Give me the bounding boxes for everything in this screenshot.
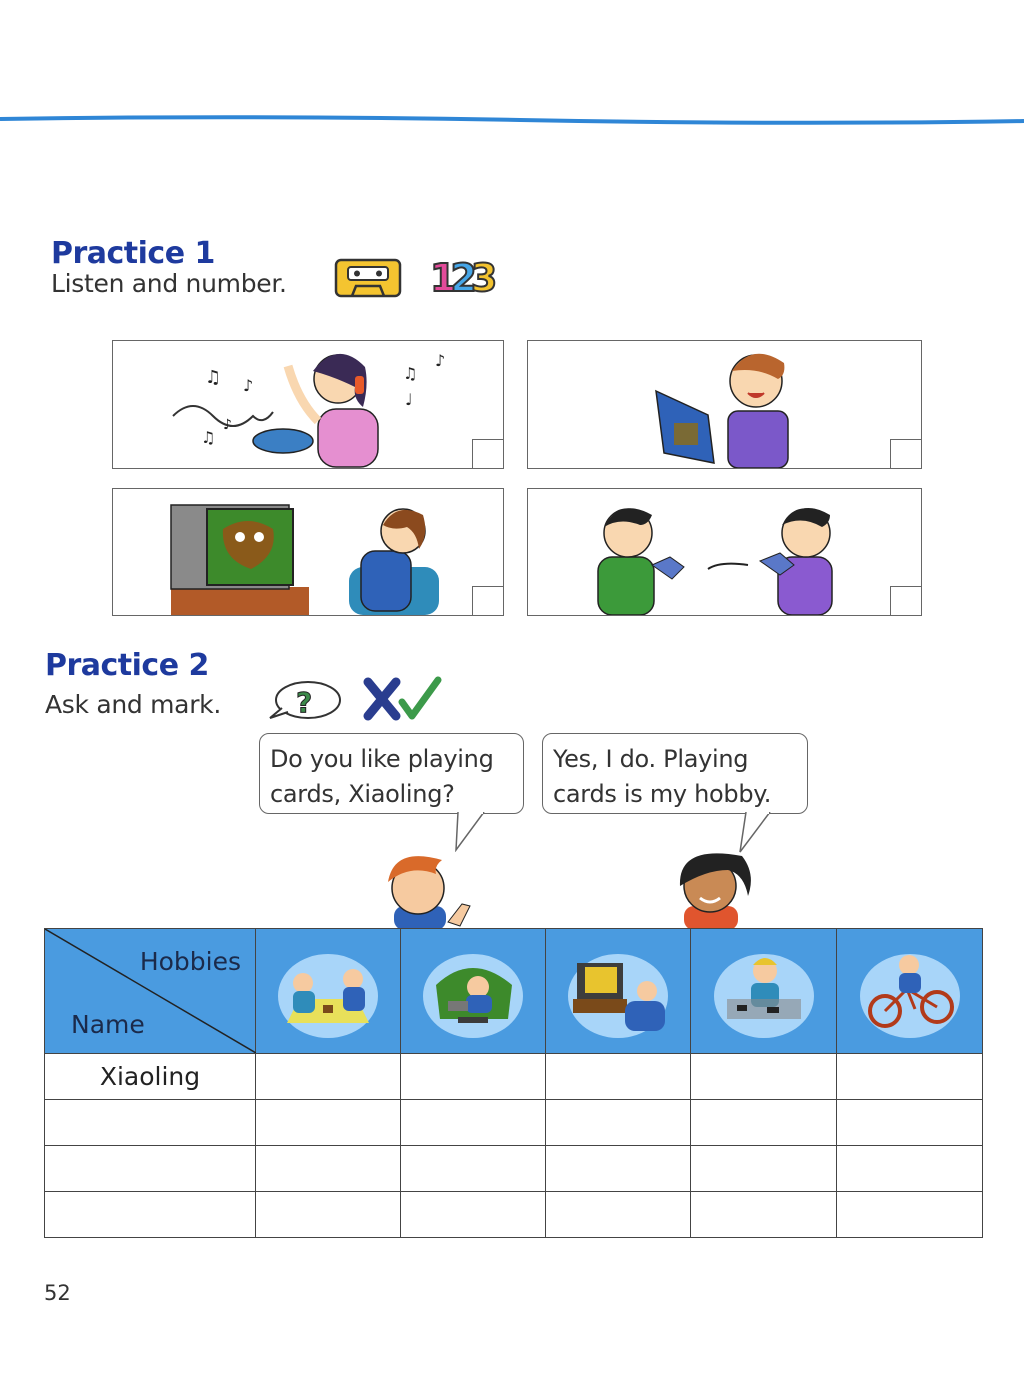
- boys-cards-illustration: [528, 489, 921, 615]
- mark-cell[interactable]: [691, 1100, 837, 1146]
- answer-line-2: cards is my hobby.: [553, 780, 772, 808]
- name-cell[interactable]: [45, 1100, 256, 1146]
- picture-boy-reading-book: [527, 340, 922, 469]
- mark-cell[interactable]: [837, 1146, 983, 1192]
- answer-box-2[interactable]: [890, 439, 921, 468]
- hobby-making-models: [691, 929, 837, 1054]
- practice2-title: Practice 2: [45, 648, 209, 683]
- playing-games-icon: [418, 941, 528, 1041]
- table-row: [45, 1100, 983, 1146]
- svg-text:♩: ♩: [405, 390, 413, 409]
- mark-cell[interactable]: [546, 1054, 691, 1100]
- name-cell: Xiaoling: [45, 1054, 256, 1100]
- numbers-123-icon: [430, 256, 506, 300]
- mark-cell[interactable]: [691, 1054, 837, 1100]
- mark-cell[interactable]: [691, 1146, 837, 1192]
- picture-girl-listening-music: [112, 340, 504, 469]
- table-header-row: [45, 929, 983, 1054]
- riding-bike-icon: [855, 941, 965, 1041]
- top-rule: [0, 112, 1024, 130]
- practice2-instruction: Ask and mark.: [45, 690, 222, 719]
- question-bubble: [259, 733, 524, 814]
- picture-girl-watching-tv: [112, 488, 504, 616]
- number-2-glyph: 2: [450, 256, 471, 300]
- mark-cell[interactable]: [546, 1192, 691, 1238]
- answer-box-3[interactable]: [472, 586, 503, 615]
- answer-bubble: [542, 733, 808, 814]
- mark-cell[interactable]: [256, 1100, 401, 1146]
- girl-tv-illustration: [113, 489, 503, 615]
- mark-cell[interactable]: [401, 1146, 546, 1192]
- svg-text:♫: ♫: [403, 364, 418, 383]
- question-line-2: cards, Xiaoling?: [270, 780, 455, 808]
- mark-cell[interactable]: [256, 1054, 401, 1100]
- answer-line-1: Yes, I do. Playing: [553, 745, 749, 773]
- mark-cell[interactable]: [546, 1100, 691, 1146]
- number-1-glyph: 1: [430, 256, 451, 300]
- header-name: Name: [71, 1010, 145, 1039]
- practice1-instruction: Listen and number.: [51, 269, 287, 298]
- making-models-icon: [709, 941, 819, 1041]
- table-row: [45, 1192, 983, 1238]
- girl-character: [660, 846, 760, 930]
- svg-text:♪: ♪: [243, 376, 254, 395]
- table-corner-cell: [45, 929, 256, 1054]
- mark-cell[interactable]: [401, 1192, 546, 1238]
- mark-cell[interactable]: [546, 1146, 691, 1192]
- playing-cards-icon: [273, 941, 383, 1041]
- table-row: [45, 1146, 983, 1192]
- watching-tv-icon: [563, 941, 673, 1041]
- mark-cell[interactable]: [837, 1054, 983, 1100]
- girl-music-illustration: [113, 341, 503, 468]
- svg-text:?: ?: [296, 686, 313, 719]
- table-row: [45, 1054, 983, 1100]
- answer-box-1[interactable]: [472, 439, 503, 468]
- answer-box-4[interactable]: [890, 586, 921, 615]
- cross-check-icon: [362, 676, 442, 722]
- svg-text:♫: ♫: [201, 428, 216, 447]
- hobby-riding-bike: [837, 929, 983, 1054]
- hobby-playing-games: [401, 929, 546, 1054]
- name-cell[interactable]: [45, 1192, 256, 1238]
- boy-book-illustration: [528, 341, 921, 468]
- question-line-1: Do you like playing: [270, 745, 494, 773]
- mark-cell[interactable]: [401, 1054, 546, 1100]
- page-number: 52: [44, 1281, 71, 1305]
- svg-text:♪: ♪: [223, 417, 232, 433]
- question-speech-icon: [266, 678, 342, 722]
- mark-cell[interactable]: [256, 1146, 401, 1192]
- header-hobbies: Hobbies: [139, 947, 241, 976]
- mark-cell[interactable]: [837, 1192, 983, 1238]
- mark-cell[interactable]: [256, 1192, 401, 1238]
- mark-cell[interactable]: [837, 1100, 983, 1146]
- practice1-title: Practice 1: [51, 236, 215, 271]
- picture-boys-playing-cards: [527, 488, 922, 616]
- mark-cell[interactable]: [691, 1192, 837, 1238]
- svg-text:♪: ♪: [435, 351, 446, 370]
- cassette-tape-icon: [334, 258, 402, 298]
- boy-character: [366, 848, 486, 930]
- number-3-glyph: 3: [470, 256, 492, 300]
- svg-text:♫: ♫: [205, 367, 222, 388]
- hobbies-table: [44, 928, 983, 1238]
- question-bubble-tail: [448, 812, 488, 852]
- mark-cell[interactable]: [401, 1100, 546, 1146]
- name-cell[interactable]: [45, 1146, 256, 1192]
- hobby-playing-cards: [256, 929, 401, 1054]
- hobby-watching-tv: [546, 929, 691, 1054]
